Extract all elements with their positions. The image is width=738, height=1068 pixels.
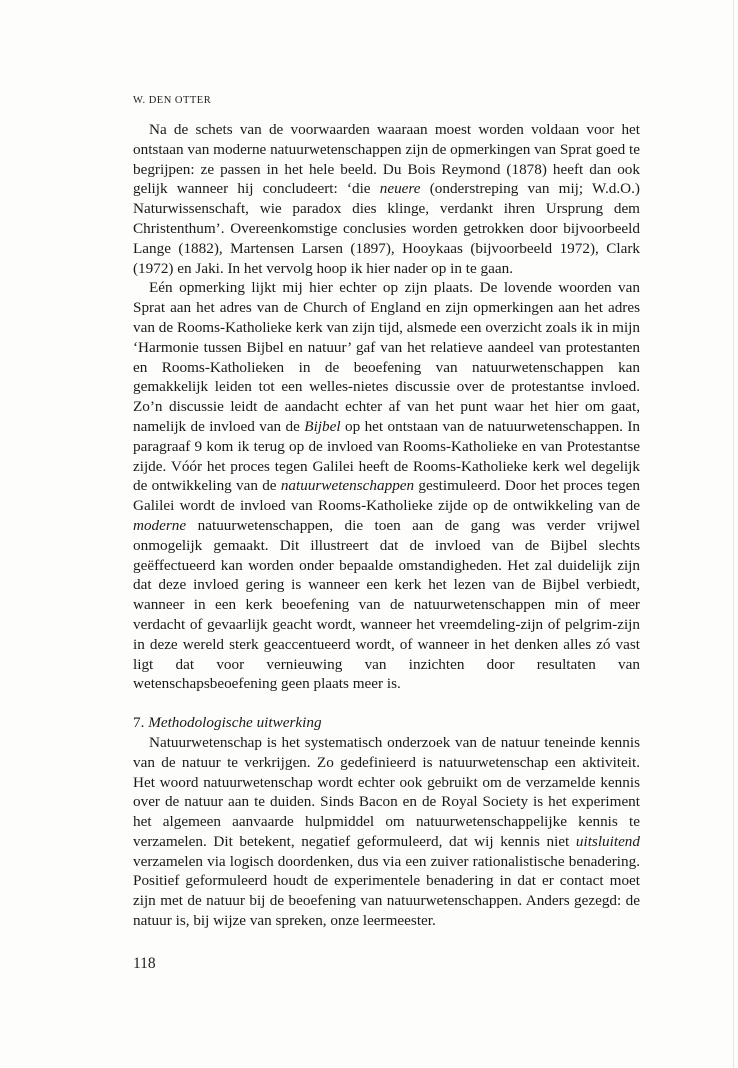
paragraph-2 — [133, 278, 640, 694]
paragraph-2-text-b: op het ontstaan van de natuurwetenschappen. In paragraaf 9 kom ik terug op de invloed van Rooms-Katholieke en van Protestantse zijde. Vóór het proces tegen Galilei heeft de Rooms-Katholieke kerk wel degelijk de ontwikkeling van de — [133, 417, 641, 495]
paragraph-1-text-b: (onderstreping van mij; W.d.O.) Naturwissenschaft, wie paradox dies klinge, verdankt ihren Ursprung dem Christenthum’. Overeenkomstige conclusies worden getrokken door bijvoorbeeld Lange (1882), Martensen Larsen (1897), Hooykaas (bijvoorbeeld 1972), Clark (1972) en Jaki. In het vervolg hoop ik hier nader op in te gaan. — [133, 180, 640, 277]
paragraph-3-text-a: Natuurwetenschap is het systematisch onderzoek van de natuur teneinde kennis van de natuur te verkrijgen. Zo gedefinieerd is natuurwetenschap een aktiviteit. Het woord natuurwetenschap wordt echter ook gebruikt om de verzamelde kennis over de natuur aan te duiden. Sinds Bacon en de Royal Society is het experiment het algemeen aanvaarde hulpmiddel om natuurwetenschappelijke kennis te verzamelen. Dit betekent, negatief geformuleerd, dat wij kennis niet — [133, 733, 640, 850]
paragraph-1-emphasis: neuere — [379, 180, 421, 198]
paragraph-1 — [133, 120, 640, 278]
running-head: W. DEN OTTER — [133, 95, 212, 106]
body-text — [133, 120, 640, 931]
page-number: 118 — [133, 955, 156, 972]
paragraph-3-text-b: verzamelen via logisch doordenken, dus via een zuiver rationalistische benadering. Positief geformuleerd houdt de experimentele benadering in dat er contact moet zijn met de natuur bij de beoefening van natuurwetenschappen. Anders gezegd: de natuur is, bij wijze van spreken, onze leermeester. — [133, 852, 640, 930]
paragraph-2-text-d: natuurwetenschappen, die toen aan de gang was verder vrijwel onmogelijk gemaakt. Dit illustreert dat de invloed van de Bijbel slechts geëffectueerd kan worden onder bepaalde omstandigheden. Het zal duidelijk zijn dat deze invloed gering is wanneer een kerk het lezen van de Bijbel verbiedt, wanneer in een kerk beoefening van de natuurwetenschappen min of meer verdacht of gevaarlijk geacht wordt, wanneer het vreemdeling-zijn of pelgrim-zijn in deze wereld sterk geaccentueerd wordt, of wanneer in het denken alles zó vast ligt dat voor vernieuwing van inzichten door resultaten van wetenschapsbeoefening geen plaats meer is. — [133, 516, 640, 693]
paragraph-2-emphasis-1: Bijbel — [304, 417, 341, 435]
section-title: Methodologische uitwerking — [148, 714, 322, 732]
paragraph-2-emphasis-2: natuurwetenschappen — [280, 477, 415, 495]
section-heading — [133, 713, 640, 733]
paragraph-3 — [133, 733, 640, 931]
paragraph-1-text-a: Na de schets van de voorwaarden waaraan moest worden voldaan voor het ontstaan van moderne natuurwetenschappen zijn de opmerkingen van Sprat goed te begrijpen: ze passen in het hele beeld. Du Bois Reymond (1878) heeft dan ook gelijk wanneer hij concludeert: ‘die — [133, 121, 640, 198]
paragraph-2-emphasis-3: moderne — [133, 516, 187, 534]
paragraph-3-emphasis: uitsluitend — [575, 832, 640, 850]
page-edge-line — [733, 0, 734, 1068]
section-number: 7. — [133, 714, 145, 732]
paragraph-2-text-c: gestimuleerd. Door het proces tegen Galilei wordt de invloed van Rooms-Katholieke zijde op de ontwikkeling van de — [133, 477, 640, 515]
paragraph-2-text-a: Eén opmerking lijkt mij hier echter op zijn plaats. De lovende woorden van Sprat aan het adres van de Church of England en zijn opmerkingen aan het adres van de Rooms-Katholieke kerk van zijn tijd, alsmede een overzicht zoals ik in mijn ‘Harmonie tussen Bijbel en natuur’ gaf van het relatieve aandeel van protestanten en Rooms-Katholieken in de beoefening van natuurwetenschappen kan gemakkelijk leiden tot een welles-nietes discussie over de protestantse invloed. Zo’n discussie leidt de aandacht echter af van het punt waar het hier om gaat, namelijk de invloed van de — [133, 279, 640, 435]
